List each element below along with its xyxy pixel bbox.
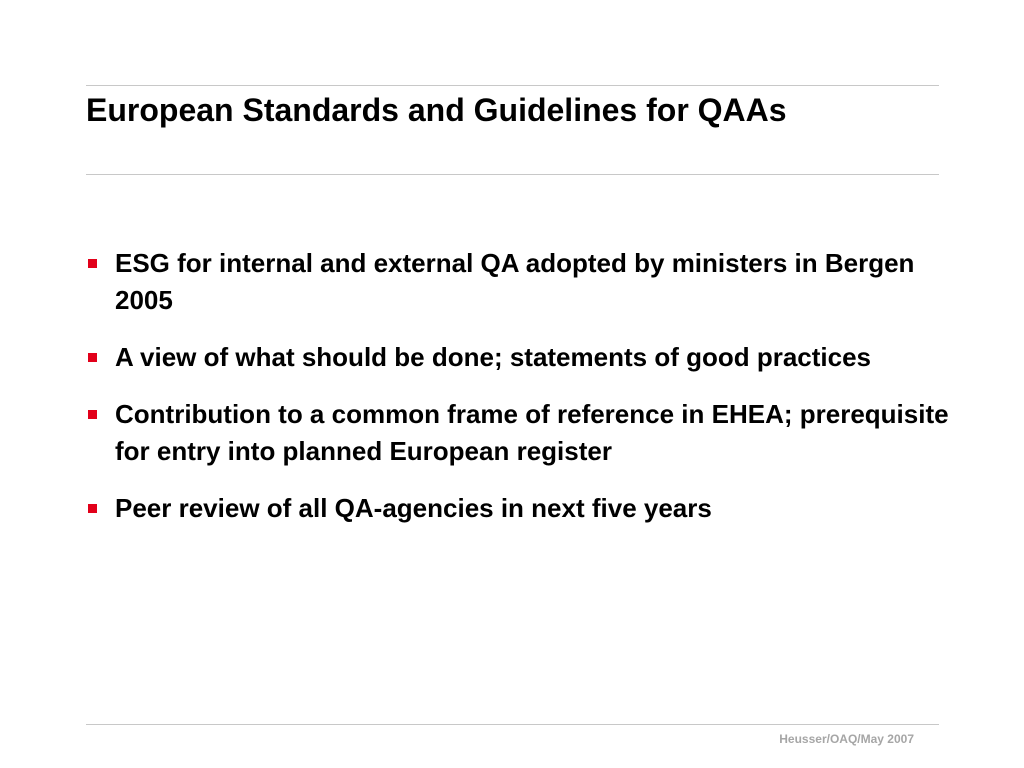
bullet-item-peer-review [86, 490, 976, 527]
square-bullet-icon [88, 353, 97, 362]
footer-divider [86, 724, 939, 725]
bullet-item-common-frame [86, 396, 976, 470]
bullet-item-esg-adoption [86, 245, 976, 319]
square-bullet-icon [88, 259, 97, 268]
title-divider [86, 174, 939, 175]
slide-title: European Standards and Guidelines for QAAs [86, 92, 787, 128]
bullet-text: Contribution to a common frame of reference in EHEA; prerequisite for entry into planned European register [115, 399, 949, 466]
bullet-item-good-practices [86, 339, 976, 376]
bullet-text: Peer review of all QA-agencies in next five years [115, 493, 712, 523]
square-bullet-icon [88, 410, 97, 419]
bullet-list [86, 245, 976, 547]
footer-credit: Heusser/OAQ/May 2007 [779, 732, 914, 746]
bullet-text: A view of what should be done; statements of good practices [115, 342, 872, 372]
square-bullet-icon [88, 504, 97, 513]
top-divider [86, 85, 939, 86]
bullet-text: ESG for internal and external QA adopted by ministers in Bergen 2005 [115, 248, 915, 315]
